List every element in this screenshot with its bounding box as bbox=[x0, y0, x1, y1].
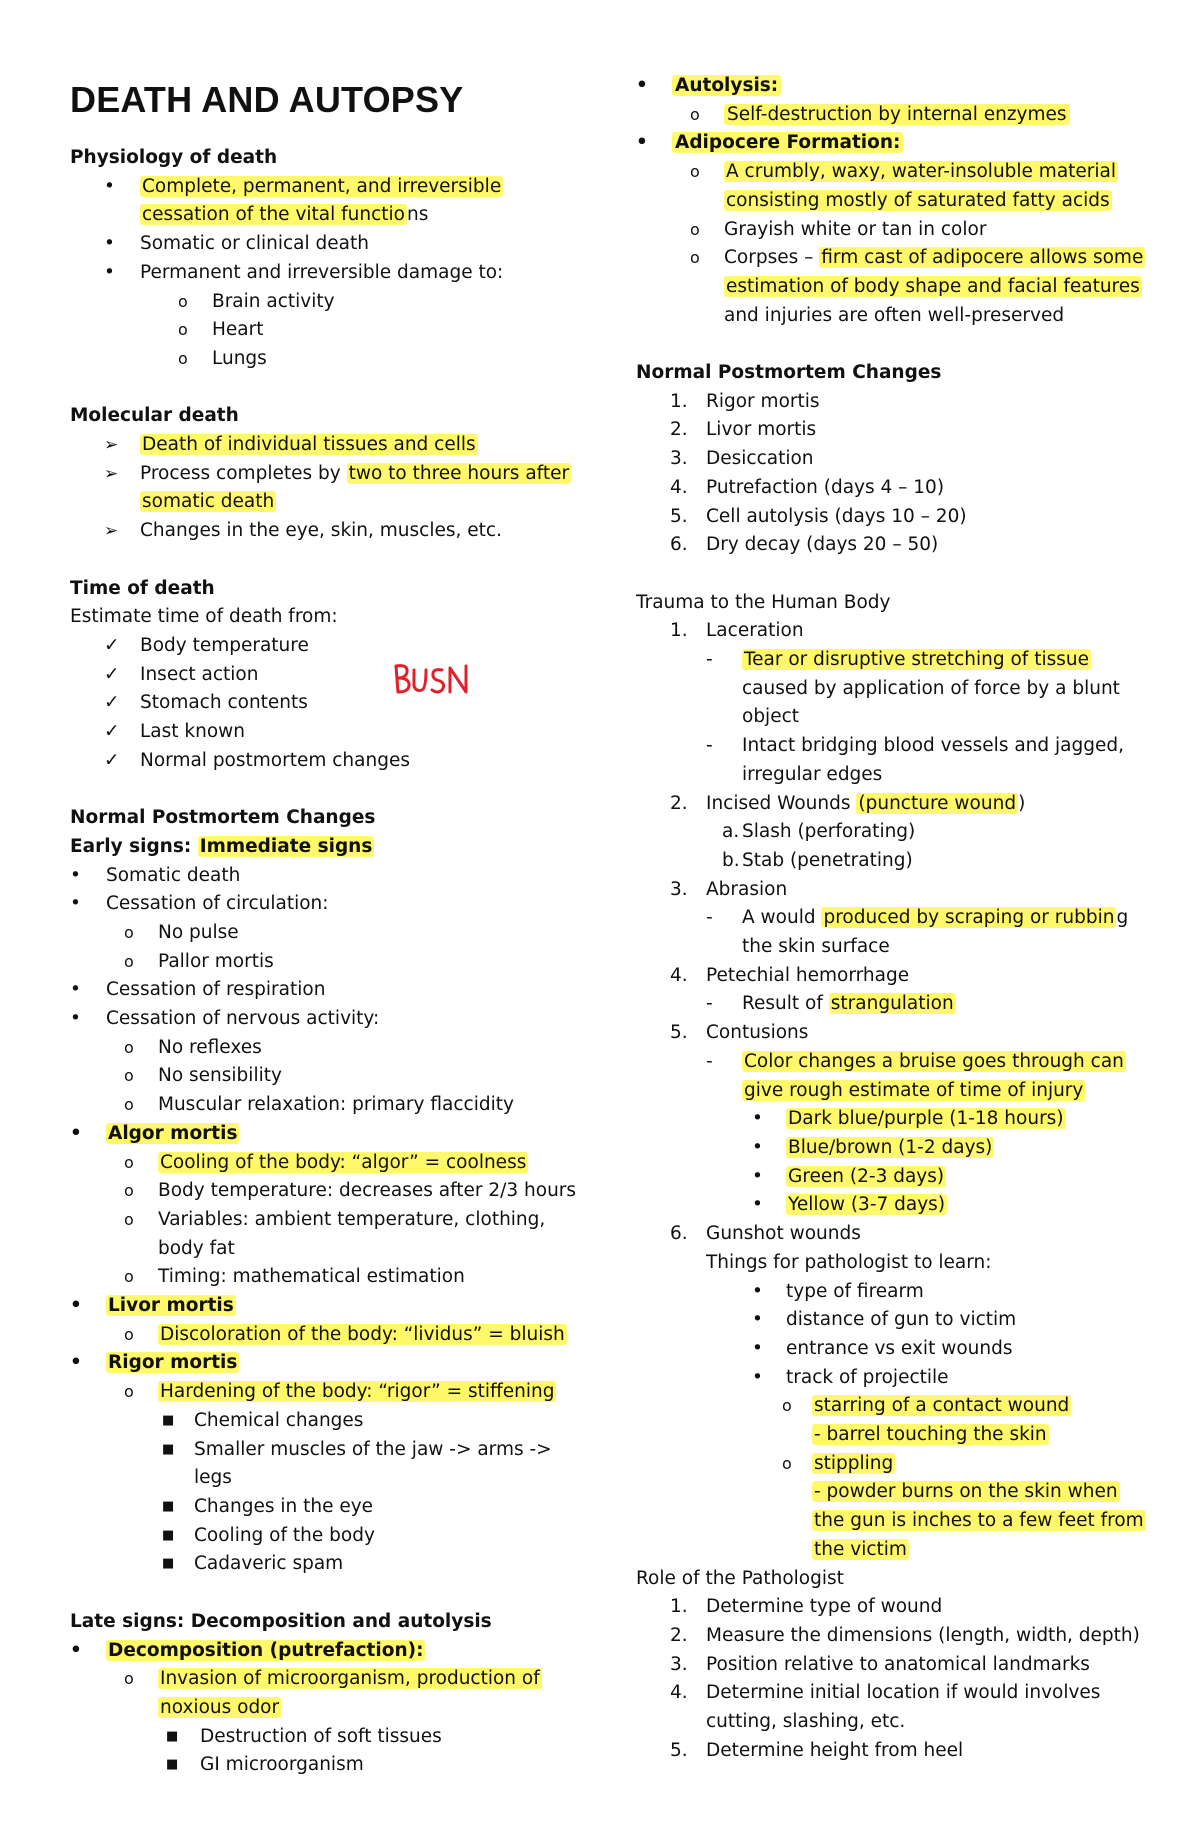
bullet-item: • distance of gun to victim bbox=[752, 1309, 1017, 1331]
numbered-item: 6. Dry decay (days 20 – 50) bbox=[670, 534, 939, 556]
numbered-item-continued: cutting, slashing, etc. bbox=[706, 1711, 906, 1733]
list-item: • Algor mortis bbox=[70, 1122, 238, 1144]
sub-list-item: o Lungs bbox=[178, 347, 267, 369]
sub-list-item-continued: body fat bbox=[158, 1237, 235, 1259]
list-item: • Somatic or clinical death bbox=[104, 233, 369, 255]
subsection-heading: Early signs: Immediate signs bbox=[70, 835, 373, 857]
section-heading: Physiology of death bbox=[70, 147, 278, 168]
sub-list-item-continued: noxious odor bbox=[160, 1696, 280, 1718]
dash-item: - Tear or disruptive stretching of tissue bbox=[706, 649, 1089, 671]
bullet-item: • Yellow (3-7 days) bbox=[752, 1194, 946, 1216]
list-item: • Permanent and irreversible damage to: bbox=[104, 261, 504, 283]
bullet-item: • track of projectile bbox=[752, 1366, 949, 1388]
list-item: • Autolysis: bbox=[636, 72, 1176, 101]
sub-sub-list-item: ■ GI microorganism bbox=[166, 1754, 364, 1776]
check-item: ✓ Stomach contents bbox=[104, 692, 308, 714]
sub-list-item-continued: - powder burns on the skin when bbox=[814, 1481, 1118, 1503]
sub-list-item-continued: and injuries are often well-preserved bbox=[724, 304, 1065, 326]
numbered-item: 3. Position relative to anatomical landmarks bbox=[670, 1653, 1090, 1675]
check-item: ✓ Normal postmortem changes bbox=[104, 749, 410, 771]
sub-sub-list-item: ■ Cadaveric spam bbox=[162, 1553, 344, 1575]
dash-item-continued: the skin surface bbox=[742, 936, 890, 958]
section-heading: Normal Postmortem Changes bbox=[70, 807, 376, 829]
sub-list-item: o Cooling of the body: “algor” = coolness bbox=[124, 1151, 527, 1173]
dash-item: - A would produced by scraping or rubbin g bbox=[706, 907, 1129, 929]
sub-list-item-continued: the gun is inches to a few feet from bbox=[814, 1510, 1144, 1532]
sub-list-item: o Self-destruction by internal enzymes bbox=[636, 101, 1176, 130]
dash-item-continued: irregular edges bbox=[742, 763, 883, 785]
check-item: ✓ Insect action bbox=[104, 663, 259, 685]
dash-item: - Intact bridging blood vessels and jagged, bbox=[706, 735, 1124, 757]
numbered-item: 4. Determine initial location if would involves bbox=[670, 1682, 1101, 1704]
sub-list-item: o Invasion of microorganism, production of bbox=[124, 1668, 540, 1690]
dash-item-continued: caused by application of force by a blunt bbox=[742, 677, 1120, 699]
sub-sub-list-item: ■ Chemical changes bbox=[162, 1409, 364, 1431]
sub-list-item: o Brain activity bbox=[178, 290, 335, 312]
numbered-item: 5. Contusions bbox=[670, 1022, 809, 1044]
sub-list-item: o Body temperature: decreases after 2/3 hours bbox=[124, 1180, 577, 1202]
numbered-item: 1. Determine type of wound bbox=[670, 1596, 943, 1618]
sub-list-item: o stippling bbox=[782, 1452, 894, 1474]
list-item: • Complete, permanent, and irreversible bbox=[104, 175, 502, 197]
sub-list-item: o Hardening of the body: “rigor” = stiffening bbox=[124, 1381, 555, 1403]
section-heading: Role of the Pathologist bbox=[636, 1567, 844, 1589]
sub-list-item-continued: - barrel touching the skin bbox=[814, 1424, 1047, 1446]
sub-list-item-continued: estimation of body shape and facial features bbox=[726, 275, 1140, 297]
bullet-item: • Dark blue/purple (1-18 hours) bbox=[752, 1108, 1064, 1130]
bullet-item: • Green (2-3 days) bbox=[752, 1165, 945, 1187]
sub-list-item: o No pulse bbox=[124, 921, 239, 943]
list-item: ➢ Process completes by two to three hours after bbox=[104, 462, 570, 484]
sub-list-item: o A crumbly, waxy, water-insoluble material bbox=[690, 161, 1117, 183]
numbered-item: 5. Determine height from heel bbox=[670, 1739, 964, 1761]
sub-list-item: o Pallor mortis bbox=[124, 950, 274, 972]
sub-sub-list-item: ■ Smaller muscles of the jaw -> arms -> legs bbox=[162, 1438, 552, 1489]
list-item: • Decomposition (putrefaction): bbox=[70, 1639, 424, 1661]
list-item: • Adipocere Formation: bbox=[636, 129, 1176, 158]
numbered-item: 4. Petechial hemorrhage bbox=[670, 964, 910, 986]
sub-list-item: o Variables: ambient temperature, clothing, bbox=[124, 1208, 546, 1230]
right-column bbox=[636, 72, 1176, 1765]
bullet-item: • Blue/brown (1-2 days) bbox=[752, 1136, 993, 1158]
paragraph: Things for pathologist to learn: bbox=[706, 1251, 992, 1273]
dash-item: - Result of strangulation bbox=[706, 993, 954, 1015]
numbered-item: 2. Measure the dimensions (length, width, depth) bbox=[670, 1624, 1140, 1646]
dash-item: - Color changes a bruise goes through can bbox=[706, 1050, 1124, 1072]
sub-sub-list-item: ■ Cooling of the body bbox=[162, 1524, 375, 1546]
bullet-item: • entrance vs exit wounds bbox=[752, 1337, 1013, 1359]
list-item: • Cessation of nervous activity: bbox=[70, 1008, 380, 1030]
list-item-continued: cessation of the vital functio ns bbox=[142, 204, 429, 226]
section-heading: Time of death bbox=[70, 577, 215, 599]
numbered-item: 6. Gunshot wounds bbox=[670, 1223, 861, 1245]
numbered-item: 5. Cell autolysis (days 10 – 20) bbox=[670, 505, 967, 527]
sub-list-item: o Corpses – firm cast of adipocere allows some bbox=[690, 247, 1144, 269]
check-item: ✓ Body temperature bbox=[104, 634, 309, 656]
list-item: • Rigor mortis bbox=[70, 1352, 238, 1374]
paragraph: Estimate time of death from: bbox=[70, 606, 338, 628]
dash-item-continued: give rough estimate of time of injury bbox=[744, 1079, 1084, 1101]
numbered-item: 2. Livor mortis bbox=[670, 419, 817, 441]
numbered-item: 2. Incised Wounds (puncture wound ) bbox=[670, 792, 1026, 814]
section-heading: Molecular death bbox=[70, 405, 239, 427]
numbered-item: 1. Rigor mortis bbox=[670, 390, 820, 412]
list-item: ➢ Death of individual tissues and cells bbox=[104, 434, 476, 456]
sub-list-item: o Timing: mathematical estimation bbox=[124, 1266, 465, 1288]
left-column bbox=[70, 72, 590, 1780]
dash-item-continued: object bbox=[742, 706, 800, 728]
sub-list-item: o No sensibility bbox=[124, 1065, 282, 1087]
list-item: • Livor mortis bbox=[70, 1295, 234, 1317]
sub-sub-list-item: ■ Destruction of soft tissues bbox=[166, 1725, 442, 1747]
section-heading: Normal Postmortem Changes bbox=[636, 362, 942, 384]
sub-list-item: o starring of a contact wound bbox=[782, 1395, 1070, 1417]
sub-list-item: o Muscular relaxation: primary flaccidity bbox=[124, 1094, 514, 1116]
list-item-continued: somatic death bbox=[142, 491, 275, 513]
list-item: • Cessation of circulation: bbox=[70, 893, 329, 915]
numbered-item: 4. Putrefaction (days 4 – 10) bbox=[670, 476, 945, 498]
numbered-item: 1. Laceration bbox=[670, 620, 804, 642]
section-heading: Trauma to the Human Body bbox=[636, 591, 891, 613]
document-title: DEATH AND AUTOPSY bbox=[70, 79, 464, 120]
sub-list-item-continued: the victim bbox=[814, 1538, 907, 1560]
sub-sub-list-item: ■ Changes in the eye bbox=[162, 1496, 374, 1517]
sub-list-item: o Heart bbox=[178, 319, 264, 341]
list-item: ➢ Changes in the eye, skin, muscles, etc. bbox=[104, 520, 502, 542]
handwritten-annotation bbox=[392, 660, 476, 696]
list-item: • Cessation of respiration bbox=[70, 979, 326, 1001]
lettered-item: b. Stab (penetrating) bbox=[722, 849, 913, 871]
check-item: ✓ Last known bbox=[104, 721, 246, 743]
sub-list-item: o Discoloration of the body: “lividus” = bluish bbox=[124, 1323, 565, 1345]
bullet-item: • type of firearm bbox=[752, 1280, 924, 1302]
numbered-item: 3. Desiccation bbox=[670, 448, 814, 470]
sub-list-item: o Grayish white or tan in color bbox=[690, 218, 987, 240]
sub-list-item: o No reflexes bbox=[124, 1036, 262, 1058]
subsection-heading: Late signs: Decomposition and autolysis bbox=[70, 1610, 492, 1632]
sub-list-item-continued: consisting mostly of saturated fatty acids bbox=[726, 189, 1110, 211]
list-item: • Somatic death bbox=[70, 864, 241, 886]
numbered-item: 3. Abrasion bbox=[670, 878, 788, 900]
lettered-item: a. Slash (perforating) bbox=[722, 821, 916, 843]
